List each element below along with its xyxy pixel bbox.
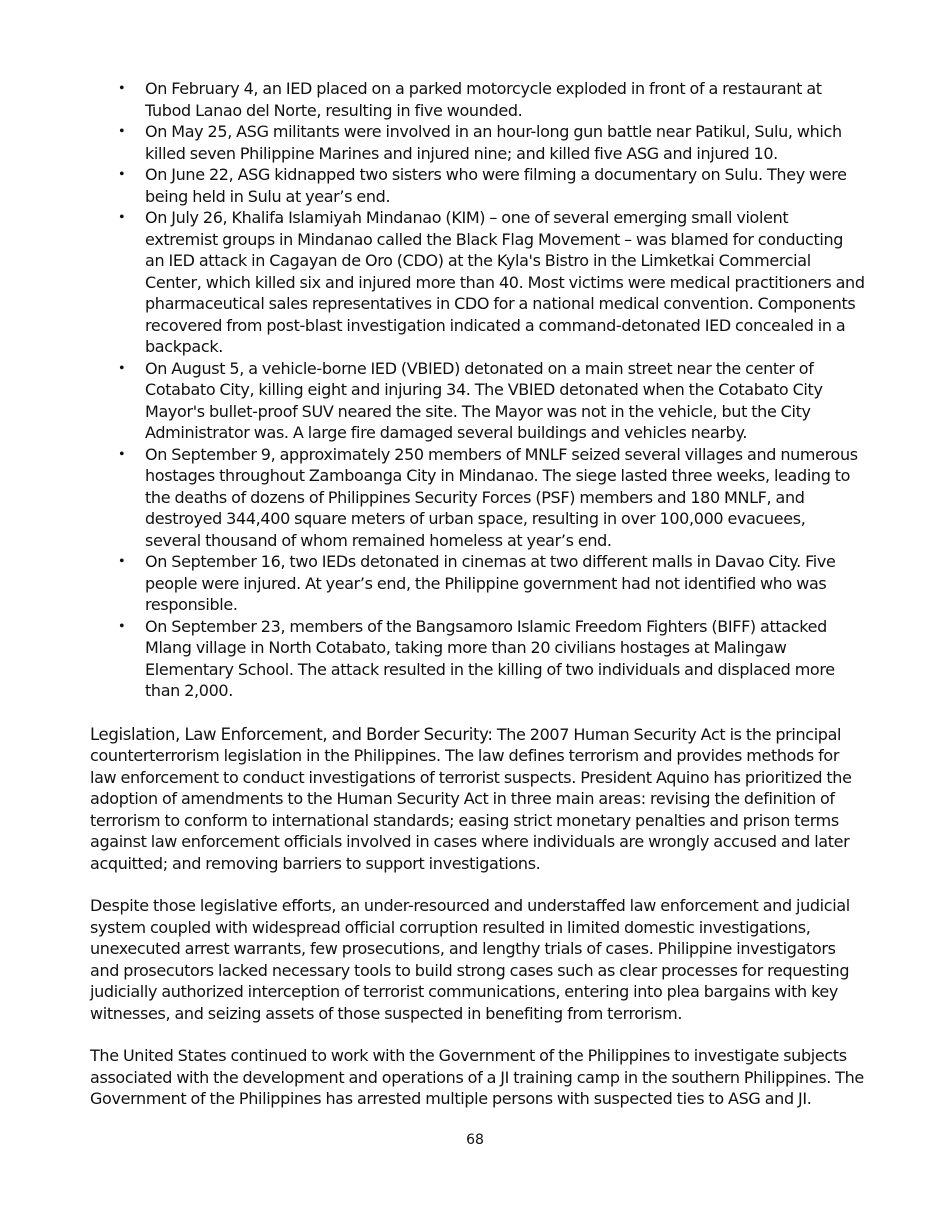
bullet-icon: • [119,445,125,463]
cooperation-paragraph: The United States continued to work with the Government of the Philippines to investigate subjects associated with the development and operations of a JI training camp in the southern Philippines. The Government of the Philippines has arrested multiple persons with suspected ties to ASG and JI. [90,1046,864,1108]
list-item-text: On September 9, approximately 250 members of MNLF seized several villages and numerous hostages throughout Zamboanga City in Mindanao. The siege lasted three weeks, leading to the deaths of dozens of Philippines Security Forces (PSF) members and 180 MNLF, and destroyed 344,400 square meters of urban space, resulting in over 100,000 evacuees, several thousand of whom remained homeless at year’s end. [145,444,858,550]
bullet-icon: • [119,80,125,97]
list-item-text: On July 26, Khalifa Islamiyah Mindanao (KIM) – one of several emerging small violent extremist groups in Mindanao called the Black Flag Movement – was blamed for conducting an IED attack in Cagayan de Oro (CDO) at the Kyla's Bistro in the Limketkai Commercial Center, which killed six and injured more than 40. Most victims were medical practitioners and pharmaceutical sales representatives in CDO for a national medical convention. Components recovered from post-blast investigation indicated a command-detonated IED concealed in a backpack. [145,208,865,356]
bullet-icon: • [119,553,125,570]
bullet-icon: • [119,359,125,377]
list-item-text: On September 23, members of the Bangsamoro Islamic Freedom Fighters (BIFF) attacked Mlang village in North Cotabato, taking more than 20 civilians hostages at Malingaw Elementary School. The attack resulted in the killing of two individuals and displaced more than 2,000. [145,616,835,700]
legislation-paragraph [90,724,865,875]
list-item [90,358,865,444]
document-body [90,78,865,1110]
list-item-text: On February 4, an IED placed on a parked motorcycle exploded in front of a restaurant at Tubod Lanao del Norte, resulting in five wounded. [145,79,822,120]
list-item-text: On May 25, ASG militants were involved in an hour-long gun battle near Patikul, Sulu, which killed seven Philippine Marines and injured nine; and killed five ASG and injured 10. [145,122,842,163]
incident-list [90,78,865,702]
list-item-text: On August 5, a vehicle-borne IED (VBIED) detonated on a main street near the center of Cotabato City, killing eight and injuring 34. The VBIED detonated when the Cotabato City Mayor's bullet-proof SUV neared the site. The Mayor was not in the vehicle, but the City Administrator was. A large fire damaged several buildings and vehicles nearby. [145,358,823,442]
section-heading: Legislation, Law Enforcement, and Border Security: [90,724,493,744]
bullet-icon: • [119,209,125,226]
list-item-text: On September 16, two IEDs detonated in cinemas at two different malls in Davao City. Five people were injured. At year’s end, the Philippine government had not identified who was responsible. [145,552,836,614]
enforcement-paragraph: Despite those legislative efforts, an under-resourced and understaffed law enforcement and judicial system coupled with widespread official corruption resulted in limited domestic investigations, unexecuted arrest warrants, few prosecutions, and lengthy trials of cases. Philippine investigators and prosecutors lacked necessary tools to build strong cases such as clear processes for requesting judicially authorized interception of terrorist communications, entering into plea bargains with key witnesses, and seizing assets of those suspected in benefiting from terrorism. [90,896,850,1023]
list-item [90,551,865,616]
list-item [90,207,865,358]
bullet-icon: • [119,123,125,140]
page-number: 68 [466,1132,484,1148]
list-item [90,164,865,207]
bullet-icon: • [119,166,125,183]
legislation-text: The 2007 Human Security Act is the principal counterterrorism legislation in the Philippines. The law defines terrorism and provides methods for law enforcement to conduct investigations of terrorist suspects. President Aquino has prioritized the adoption of amendments to the Human Security Act in three main areas: revising the definition of terrorism to conform to international standards; easing strict monetary penalties and prison terms against law enforcement officials involved in cases where individuals are wrongly accused and later acquitted; and removing barriers to support investigations. [90,724,852,873]
list-item [90,78,865,121]
list-item [90,616,865,702]
list-item [90,444,865,552]
list-item-text: On June 22, ASG kidnapped two sisters who were filming a documentary on Sulu. They were being held in Sulu at year’s end. [145,165,847,206]
bullet-icon: • [119,617,125,635]
list-item [90,121,865,164]
